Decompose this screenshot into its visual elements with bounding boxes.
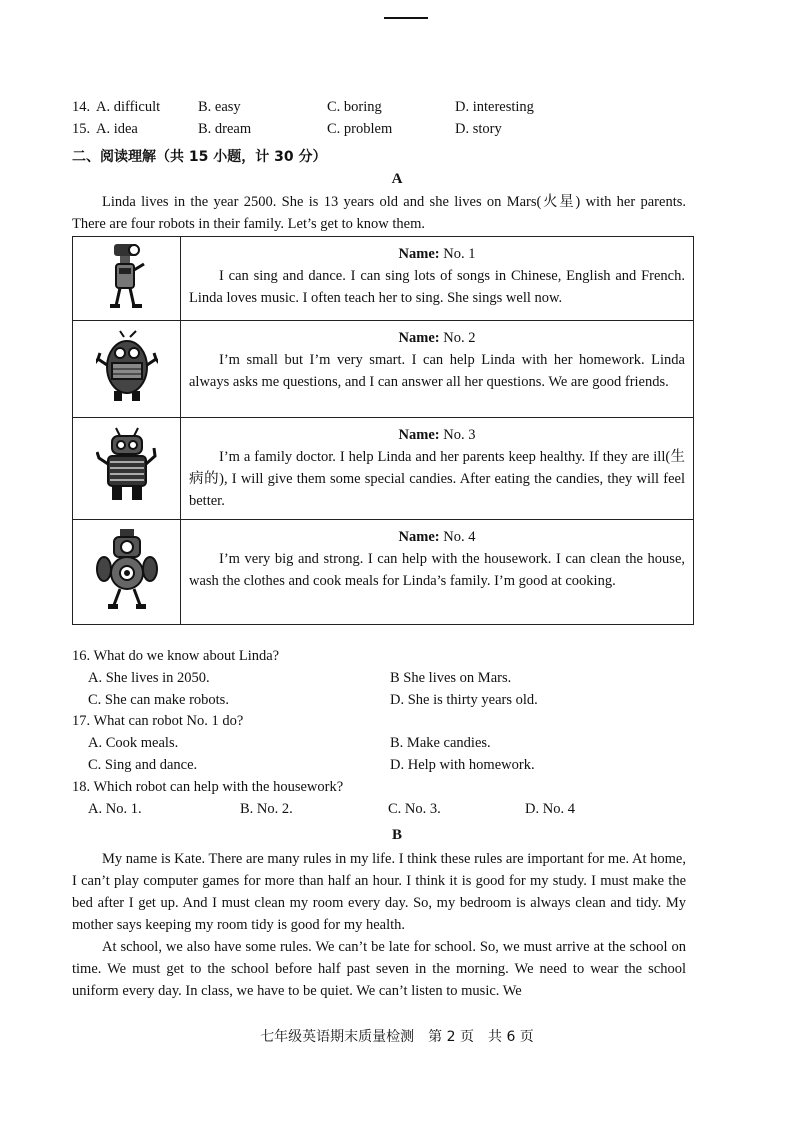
- robot-name-label: Name:: [398, 330, 440, 346]
- robot-picture-cell: [73, 418, 181, 520]
- question-17-stem: 17. What can robot No. 1 do?: [72, 713, 244, 729]
- robot-description-cell: [181, 520, 694, 625]
- robot-row-3: [73, 418, 694, 520]
- robot-description: I’m small but I’m very smart. I can help Linda with her homework. Linda always asks me questions, and I can answer all her questions. We are good friends.: [189, 352, 685, 390]
- top-margin-mark: [384, 17, 428, 19]
- question-16-option-a: A. She lives in 2050.: [88, 670, 210, 686]
- option-c: C. boring: [327, 99, 382, 115]
- question-16-option-c: C. She can make robots.: [88, 692, 229, 708]
- option-b: B. easy: [198, 99, 241, 115]
- question-16-option-d: D. She is thirty years old.: [390, 692, 538, 708]
- question-16-option-b: B She lives on Mars.: [390, 670, 512, 686]
- robot-name-value: No. 2: [443, 330, 476, 346]
- robot-name: [189, 327, 685, 349]
- singing-robot-icon: [104, 240, 150, 312]
- robot-name: [189, 526, 685, 548]
- robot-description-cell: [181, 418, 694, 520]
- robot-row-1: [73, 237, 694, 321]
- page-footer: 七年级英语期末质量检测 第 2 页 共 6 页: [260, 1029, 534, 1045]
- passage-a-intro: Linda lives in the year 2500. She is 13 years old and she lives on Mars(火星) with her parents. There are four robots in their family. Let’s get to know them.: [72, 194, 686, 232]
- small-robot-icon: [96, 329, 158, 405]
- question-18-option-b: B. No. 2.: [240, 801, 293, 817]
- robot-name-label: Name:: [398, 529, 440, 545]
- question-15: [72, 121, 712, 141]
- robot-name: [189, 424, 685, 446]
- robot-name-label: Name:: [398, 246, 440, 262]
- question-14: [72, 99, 712, 119]
- passage-b-paragraph-1: My name is Kate. There are many rules in my life. I think these rules are important for me. At home, I can’t play computer games for more than half an hour. I think it is good for my study. I must make the bed after I get up. And I must clean my room every day. So, my bedroom is always clean and tidy. My mother says keeping my room tidy is good for my health.: [72, 851, 686, 933]
- option-c: C. problem: [327, 121, 393, 137]
- big-robot-icon: [96, 527, 158, 613]
- passage-b-label: B: [391, 827, 402, 843]
- robot-row-2: [73, 321, 694, 418]
- robot-picture-cell: [73, 237, 181, 321]
- robot-description-cell: [181, 237, 694, 321]
- option-d: D. story: [455, 121, 502, 137]
- question-number: 15.: [72, 121, 91, 137]
- robot-name-label: Name:: [398, 427, 440, 443]
- robot-picture-cell: [73, 321, 181, 418]
- doctor-robot-icon: [96, 426, 158, 506]
- robot-name: [189, 243, 685, 265]
- robot-description-cell: [181, 321, 694, 418]
- robot-description: I’m a family doctor. I help Linda and her parents keep healthy. If they are ill(生病的), I will give them some special candies. After eating the candies, they will feel better.: [189, 449, 685, 509]
- section-title: 二、阅读理解（共 15 小题，计 30 分）: [72, 149, 327, 165]
- question-18-option-a: A. No. 1.: [88, 801, 142, 817]
- robot-description: I’m very big and strong. I can help with the housework. I can clean the house, wash the clothes and cook meals for Linda’s family. I’m good at cooking.: [189, 551, 685, 589]
- question-number: 14.: [72, 99, 91, 115]
- option-b: B. dream: [198, 121, 252, 137]
- question-17-option-b: B. Make candies.: [390, 735, 491, 751]
- question-18-stem: 18. Which robot can help with the housework?: [72, 779, 344, 795]
- robot-description: I can sing and dance. I can sing lots of songs in Chinese, English and French. Linda loves music. I often teach her to sing. She sings well now.: [189, 268, 685, 306]
- question-17-option-a: A. Cook meals.: [88, 735, 179, 751]
- question-17-option-d: D. Help with homework.: [390, 757, 535, 773]
- option-a: A. difficult: [96, 99, 161, 115]
- robot-name-value: No. 1: [443, 246, 476, 262]
- option-d: D. interesting: [455, 99, 534, 115]
- passage-a-label: A: [391, 171, 403, 187]
- question-18-option-d: D. No. 4: [525, 801, 575, 817]
- question-16-stem: 16. What do we know about Linda?: [72, 648, 280, 664]
- question-18-option-c: C. No. 3.: [388, 801, 441, 817]
- robot-picture-cell: [73, 520, 181, 625]
- option-a: A. idea: [96, 121, 138, 137]
- robot-name-value: No. 3: [443, 427, 476, 443]
- robot-row-4: [73, 520, 694, 625]
- robot-table: [72, 236, 694, 625]
- question-17-option-c: C. Sing and dance.: [88, 757, 198, 773]
- robot-name-value: No. 4: [443, 529, 476, 545]
- passage-b-paragraph-2: At school, we also have some rules. We can’t be late for school. So, we must arrive at the school on time. We must get to the school before half past seven in the morning. We need to wear the school uniform every day. In class, we have to be quiet. We can’t listen to music. We: [72, 939, 686, 999]
